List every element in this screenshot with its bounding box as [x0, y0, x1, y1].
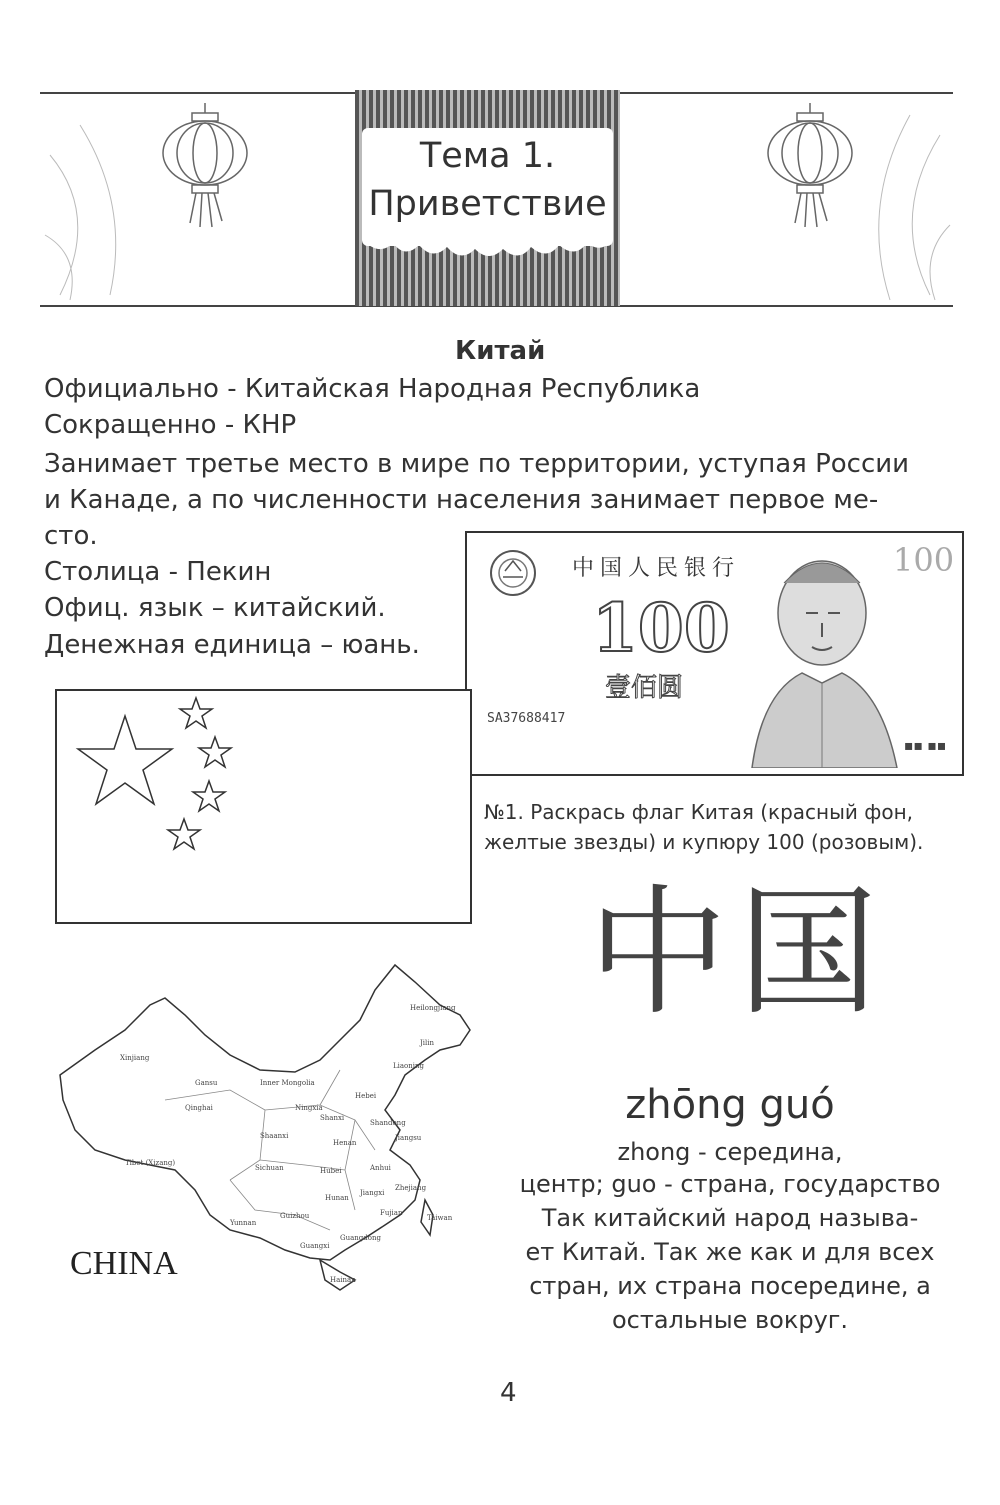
- info-territory-line3: сто.: [44, 521, 98, 551]
- large-star-icon: [78, 716, 172, 804]
- svg-text:Taiwan: Taiwan: [427, 1214, 453, 1222]
- svg-text:Guizhou: Guizhou: [280, 1212, 310, 1220]
- svg-text:Jiangsu: Jiangsu: [395, 1134, 422, 1142]
- small-star-icon-1: [180, 698, 212, 728]
- svg-text:Hubei: Hubei: [320, 1167, 342, 1175]
- banknote-image: [465, 531, 964, 776]
- svg-text:Gansu: Gansu: [195, 1079, 218, 1087]
- banknote-corner-denomination: 100: [893, 541, 955, 579]
- svg-text:Shandong: Shandong: [370, 1119, 406, 1127]
- svg-text:Hebei: Hebei: [355, 1092, 377, 1100]
- explanation-line2: центр; guo - страна, государство: [519, 1170, 941, 1198]
- section-title: Китай: [455, 336, 546, 366]
- svg-text:Heilongjiang: Heilongjiang: [410, 1004, 456, 1012]
- banknote-marks: ▪▪ ▪▪: [904, 738, 947, 754]
- svg-text:Shanxi: Shanxi: [320, 1114, 345, 1122]
- svg-text:Anhui: Anhui: [370, 1164, 391, 1172]
- info-territory-line1: Занимает третье место в мире по территории, уступая России: [44, 449, 910, 479]
- svg-text:Ningxia: Ningxia: [295, 1104, 323, 1112]
- explanation-line4: ет Китай. Так же как и для всех: [525, 1238, 935, 1266]
- header-title-line1: Тема 1.: [419, 136, 556, 176]
- curtain-scallop: [355, 225, 620, 265]
- svg-text:Guangxi: Guangxi: [300, 1242, 330, 1250]
- svg-text:Jilin: Jilin: [420, 1039, 435, 1047]
- svg-text:Jiangxi: Jiangxi: [360, 1189, 385, 1197]
- header-title-line2: Приветствие: [368, 184, 607, 224]
- emblem-icon: [487, 547, 539, 599]
- svg-text:Xinjiang: Xinjiang: [120, 1054, 150, 1062]
- exercise-text-line2: желтые звезды) и купюру 100 (розовым).: [484, 830, 924, 854]
- svg-text:Liaoning: Liaoning: [393, 1062, 425, 1070]
- svg-text:Inner Mongolia: Inner Mongolia: [260, 1079, 315, 1087]
- left-lantern-icon: [163, 103, 247, 227]
- explanation-line6: остальные вокруг.: [611, 1306, 849, 1334]
- small-star-icon-4: [168, 819, 200, 849]
- svg-text:Qinghai: Qinghai: [185, 1104, 213, 1112]
- pinyin: zhōng guó: [625, 1082, 835, 1128]
- header-left-decoration: [40, 95, 340, 305]
- banknote-chinese-amount: 壹佰圆: [605, 673, 684, 703]
- explanation-line5: стран, их страна посередине, а: [529, 1272, 931, 1300]
- explanation-line1: zhong - середина,: [617, 1138, 843, 1166]
- banknote-header: 中国人民银行: [572, 556, 741, 581]
- info-language: Офиц. язык – китайский.: [44, 593, 386, 623]
- info-official-name: Официально - Китайская Народная Республика: [44, 374, 701, 404]
- info-capital: Столица - Пекин: [44, 557, 272, 587]
- svg-text:Shaanxi: Shaanxi: [260, 1132, 289, 1140]
- svg-text:Yunnan: Yunnan: [230, 1219, 257, 1227]
- info-territory-line2: и Канаде, а по численности населения занимает первое ме-: [44, 485, 879, 515]
- exercise-text-line1: №1. Раскрась флаг Китая (красный фон,: [484, 800, 914, 824]
- svg-text:Henan: Henan: [333, 1139, 357, 1147]
- page-number: 4: [500, 1378, 517, 1408]
- portrait-icon: [732, 543, 932, 768]
- svg-text:Tibet (Xizang): Tibet (Xizang): [125, 1159, 176, 1167]
- right-lantern-icon: [768, 103, 852, 227]
- explanation-line3: Так китайский народ называ-: [541, 1204, 919, 1232]
- svg-text:Hainan: Hainan: [330, 1276, 356, 1284]
- svg-text:Zhejiang: Zhejiang: [395, 1184, 427, 1192]
- info-short-name: Сокращенно - КНР: [44, 410, 297, 440]
- banknote-serial: SA37688417: [487, 711, 566, 726]
- small-star-icon-2: [199, 737, 231, 767]
- hanzi-zhongguo: 中国: [588, 872, 889, 1035]
- svg-text:Fujian: Fujian: [380, 1209, 403, 1217]
- banknote-denomination: 100: [592, 589, 730, 667]
- map-caption: CHINA: [70, 1245, 178, 1282]
- flag-stars: [57, 691, 470, 922]
- info-currency: Денежная единица – юань.: [44, 630, 420, 660]
- svg-text:Hunan: Hunan: [325, 1194, 349, 1202]
- small-star-icon-3: [193, 781, 225, 811]
- header-right-decoration: [660, 95, 953, 305]
- svg-text:Guangdong: Guangdong: [340, 1234, 381, 1242]
- svg-text:Sichuan: Sichuan: [255, 1164, 284, 1172]
- china-flag-outline: [55, 689, 472, 924]
